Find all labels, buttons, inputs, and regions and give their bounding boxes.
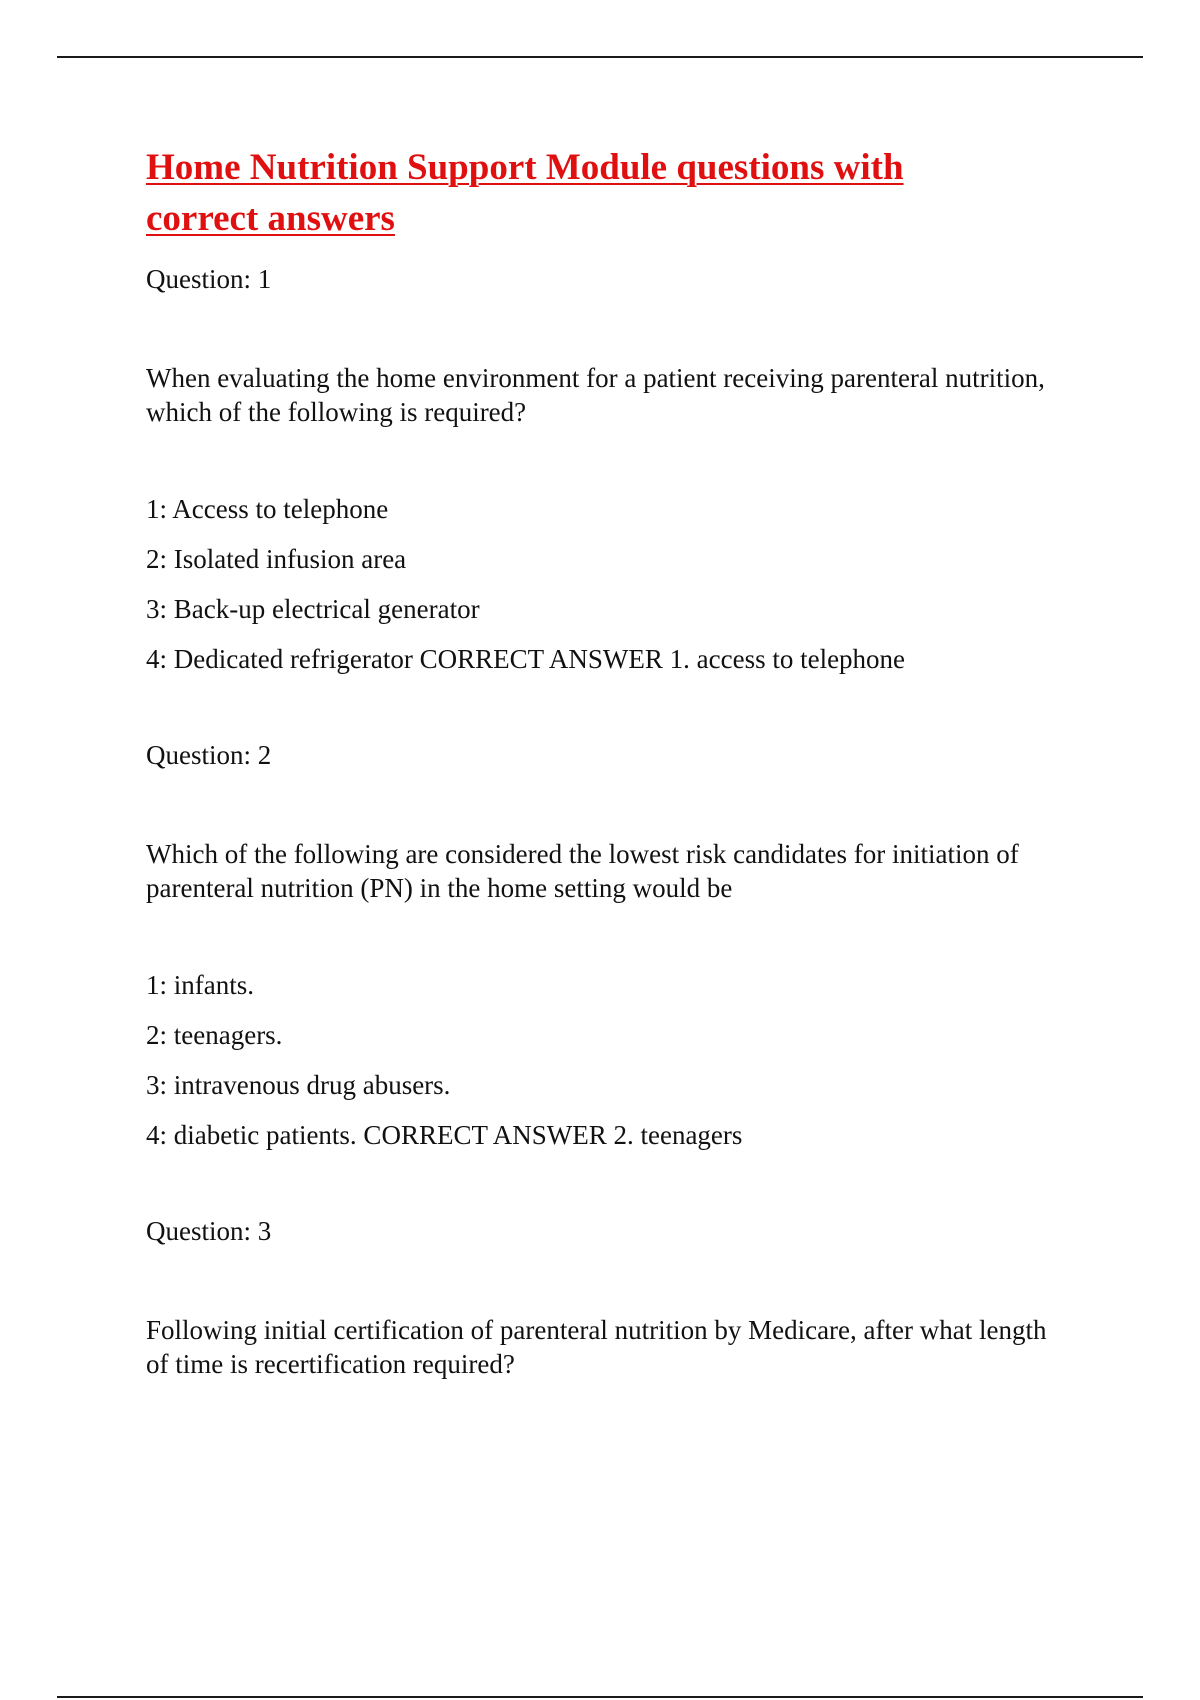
title-line-1: Home Nutrition Support Module questions with [146, 147, 904, 188]
question-2-option-4: 4: diabetic patients. CORRECT ANSWER 2. teenagers [146, 1120, 743, 1150]
header-rule [57, 56, 1143, 58]
question-1-option-3: 3: Back-up electrical generator [146, 594, 480, 624]
question-3-prompt-line-1: Following initial certification of parenteral nutrition by Medicare, after what length [146, 1315, 1047, 1345]
question-2-option-1: 1: infants. [146, 970, 254, 1000]
question-2-label: Question: 2 [146, 740, 272, 770]
question-1-option-1: 1: Access to telephone [146, 494, 389, 524]
question-2-prompt-line-2: parenteral nutrition (PN) in the home setting would be [146, 873, 733, 903]
document-title [146, 142, 1106, 244]
question-3-label: Question: 3 [146, 1216, 272, 1246]
question-1-option-4: 4: Dedicated refrigerator CORRECT ANSWER 1. access to telephone [146, 644, 906, 674]
question-2-prompt [146, 837, 1106, 905]
question-1 [146, 262, 1106, 676]
question-2-option-2: 2: teenagers. [146, 1020, 283, 1050]
question-2-option-3: 3: intravenous drug abusers. [146, 1070, 451, 1100]
question-2-prompt-line-1: Which of the following are considered the lowest risk candidates for initiation of [146, 839, 1019, 869]
question-1-prompt-line-2: which of the following is required? [146, 397, 527, 427]
question-1-prompt-line-1: When evaluating the home environment for a patient receiving parenteral nutrition, [146, 363, 1045, 393]
question-2 [146, 738, 1106, 1152]
question-1-prompt [146, 361, 1106, 429]
question-3-prompt-line-2: of time is recertification required? [146, 1349, 515, 1379]
footer-rule [57, 1696, 1143, 1698]
question-1-label: Question: 1 [146, 264, 272, 294]
question-3-prompt [146, 1313, 1106, 1381]
question-1-option-2: 2: Isolated infusion area [146, 544, 407, 574]
question-1-options [146, 492, 1106, 676]
document-body [146, 142, 1106, 1381]
question-2-options [146, 968, 1106, 1152]
question-3 [146, 1214, 1106, 1381]
title-line-2: correct answers [146, 198, 395, 239]
